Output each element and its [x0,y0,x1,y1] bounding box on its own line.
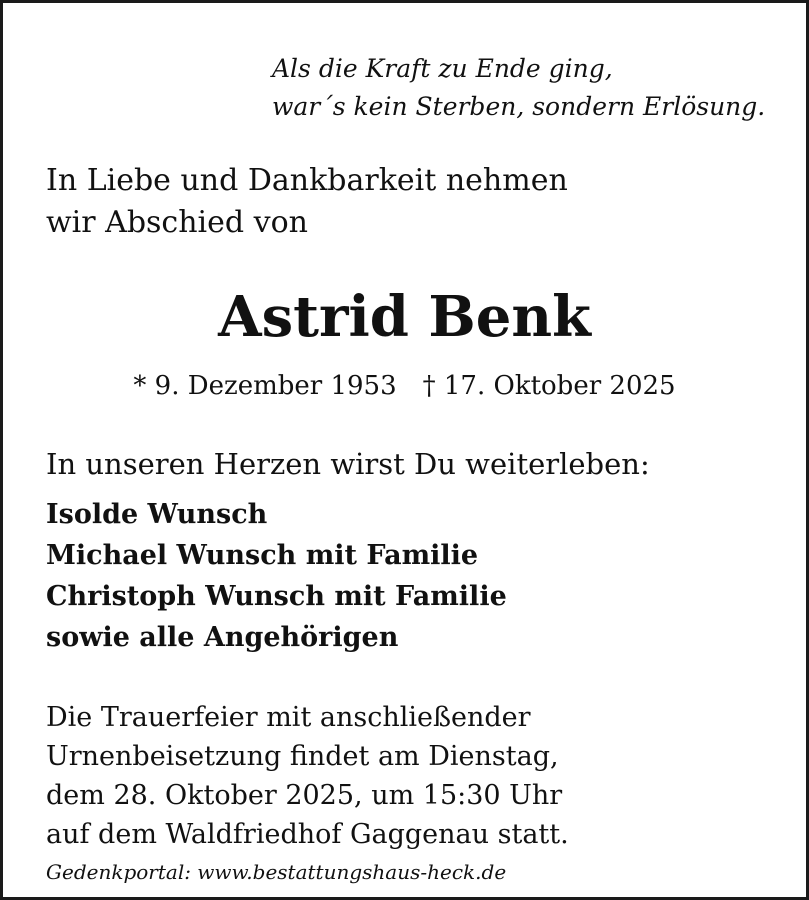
intro-line: wir Abschied von [46,205,308,240]
mourner-name: sowie alle Angehörigen [46,622,399,653]
mourner-name: Isolde Wunsch [46,499,268,530]
life-dates [0,368,809,404]
deceased-name: Astrid Benk [218,284,591,350]
mourner-name: Michael Wunsch mit Familie [46,540,479,571]
mourning-heading: In unseren Herzen wirst Du weiterleben: [46,447,650,481]
memorial-portal-link[interactable]: Gedenkportal: www.bestattungshaus-heck.de [46,860,507,884]
intro-line: In Liebe und Dankbarkeit nehmen [46,163,568,198]
death-date: † 17. Oktober 2025 [422,371,676,401]
quote-line: Als die Kraft zu Ende ging, [272,54,613,83]
quote-line: war´s kein Sterben, sondern Erlösung. [272,92,766,121]
service-line: auf dem Waldfriedhof Gaggenau statt. [46,819,569,850]
mourner-name: Christoph Wunsch mit Familie [46,581,507,612]
service-line: Urnenbeisetzung findet am Dienstag, [46,741,559,772]
funeral-service-info [46,698,569,854]
service-line: Die Trauerfeier mit anschließender [46,702,531,733]
service-line: dem 28. Oktober 2025, um 15:30 Uhr [46,780,563,811]
intro-text [46,160,568,244]
epitaph-quote [272,50,765,126]
mourners-list [46,494,507,658]
birth-date: * 9. Dezember 1953 [133,371,397,401]
